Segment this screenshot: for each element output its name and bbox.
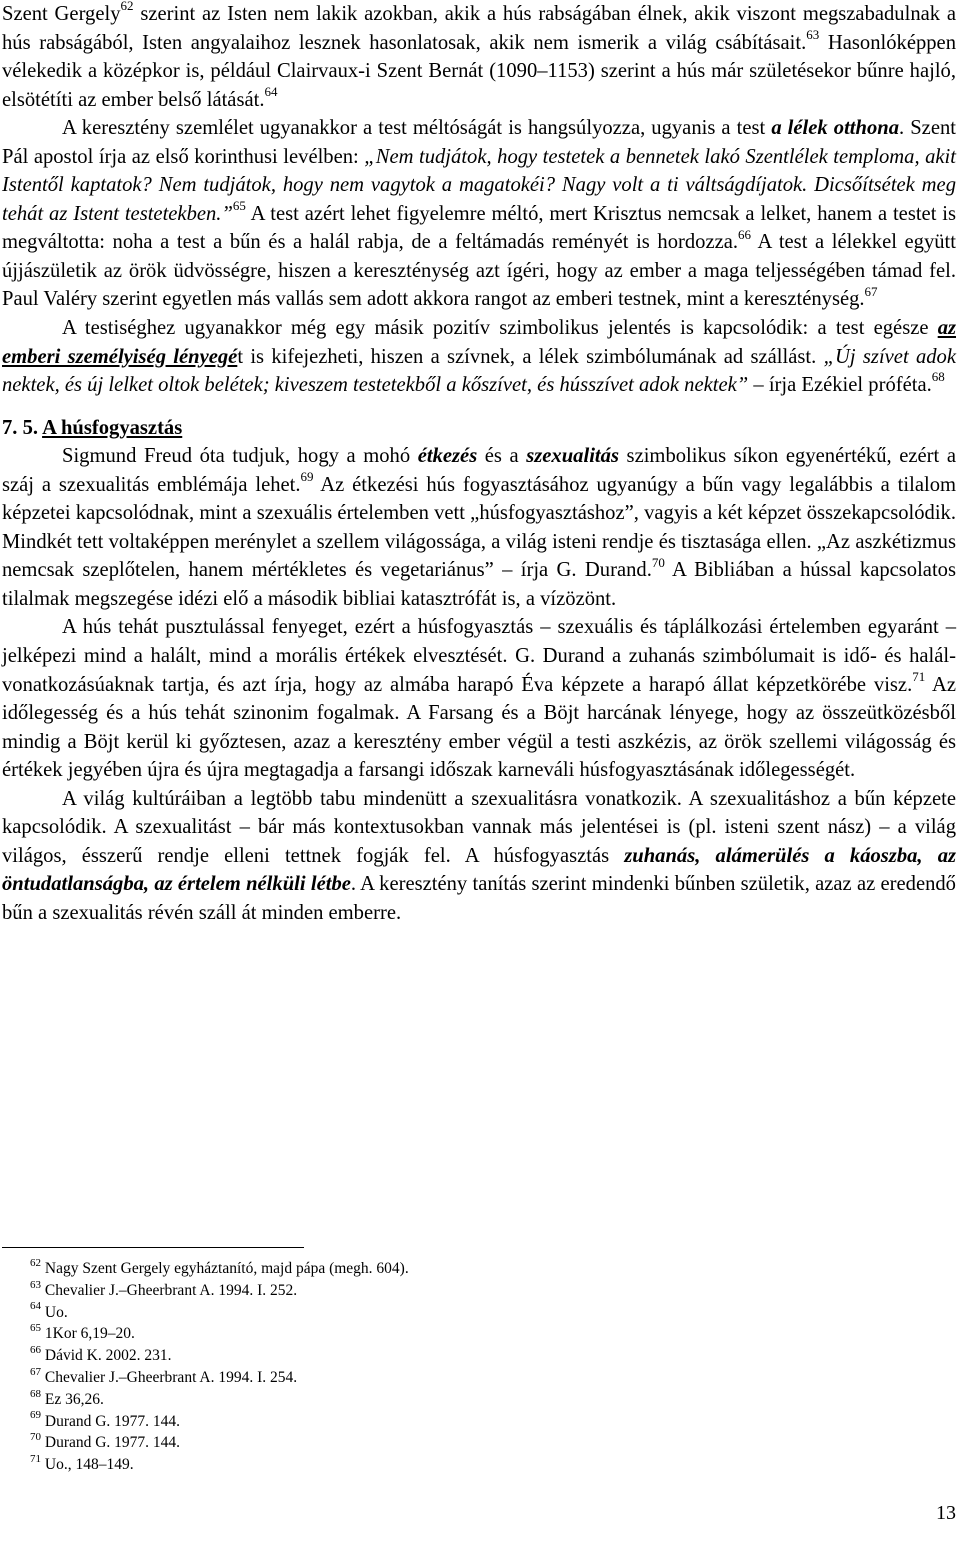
footnote: [30, 1302, 730, 1324]
page-number: 13: [936, 1502, 956, 1524]
text-run: Az időlegesség és a hús tehát szinonim fogalmak. A Farsang és a Böjt harcának lényege, hogy az összeütközésből mindig a Böjt kerül ki győztesen, azaz a keresztény ember végül a testi aszkézis, az örök szellemi világosság és értékek jegyében újra és újra megtagadja a farsangi időszak karneváli húsfogyasztásának időlegességét.: [2, 673, 957, 782]
section-heading: [2, 414, 956, 443]
text-run: szerint az Isten nem lakik azokban, akik a hús rabságában élnek, akik viszont megszabadulnak a hús rabságából, Isten angyalaihoz lesznek hasonlatosak, akik nem ismerik a világ csábításait.: [2, 3, 957, 54]
footnote-text: Uo.: [44, 1303, 68, 1321]
footnote-text: Nagy Szent Gergely egyháztanító, majd pápa (megh. 604).: [44, 1260, 409, 1277]
footnote-number: 62: [30, 1256, 41, 1269]
section-title: A húsfogyasztás: [42, 416, 183, 439]
footnote-number: 67: [30, 1365, 41, 1378]
footnote-number: 65: [30, 1322, 41, 1335]
paragraph: [2, 442, 956, 613]
footnote-text: Chevalier J.–Gheerbrant A. 1994. I. 254.: [44, 1368, 298, 1386]
footnote-reference: 63: [806, 26, 820, 42]
footnote-reference: 69: [300, 468, 314, 484]
footnote-text: Ez 36,26.: [44, 1390, 104, 1408]
body-text: [2, 0, 956, 928]
emphasis-text: étkezés: [417, 445, 478, 468]
footnote-number: 66: [30, 1344, 41, 1357]
paragraph: [2, 613, 956, 784]
text-run: és a: [477, 445, 527, 468]
footnote-text: Chevalier J.–Gheerbrant A. 1994. I. 252.: [44, 1281, 298, 1299]
text-run: szimbolikus síkon egyenértékű, ezért a száj a szexualitás emblémája lehet.: [2, 445, 956, 496]
footnotes: [30, 1258, 730, 1476]
text-run: A test a lélekkel együtt újjászületik az örök üdvösségre, hiszen a kereszténység azt ígéri, hogy az ember a maga teljességében támad fel. Paul Valéry szerint egyetlen más vallás sem adott akkora rangot az emberi testnek, mint a kereszténység.: [2, 231, 956, 311]
footnote: [30, 1432, 730, 1454]
footnote-reference: 71: [912, 668, 926, 684]
footnote-reference: 62: [120, 0, 134, 14]
footnote-reference: 64: [264, 83, 278, 99]
footnote-number: 64: [30, 1300, 41, 1313]
footnote-number: 68: [30, 1387, 41, 1400]
footnote-text: Durand G. 1977. 144.: [44, 1412, 181, 1430]
text-run: . A keresztény tanítás szerint mindenki bűnben születik, azaz az eredendő bűn a szexualitás révén száll át minden emberre.: [2, 873, 956, 924]
footnote: [30, 1389, 730, 1411]
text-run: A hús tehát pusztulással fenyeget, ezért a húsfogyasztás – szexuális és táplálkozási értelemben egyaránt – jelképezi mind a halált, mind a morális értékek elvesztését. G. Durand a zuhanás szimbólumait is idő- és halál-vonatkozásúaknak tartja, és azt írja, hogy az almába harapó Éva képzete a harapó állat képzetkörébe visz.: [2, 616, 956, 696]
footnote: [30, 1258, 730, 1280]
text-run: Az étkezési hús fogyasztásához ugyanúgy a bűn vagy legalábbis a tilalom képzetei kapcsolódnak, mint a szexuális értelemben vett „húsfogyasztáshoz”, vagyis a két képzet összekapcsolódik. Mindkét tett voltaképpen merénylet a szellem világossága, a világ isteni rendje és tisztasága ellen. „Az aszkétizmus nemcsak szeplőtelen, hanem mértékletes és vegetariánus” – írja G. Durand.: [2, 473, 957, 582]
footnote-text: Uo., 148–149.: [44, 1456, 134, 1474]
footnote-reference: 68: [931, 369, 945, 385]
footnote-number: 69: [30, 1409, 41, 1422]
paragraph: [2, 314, 956, 400]
footnote-text: 1Kor 6,19–20.: [44, 1325, 135, 1343]
footnote-reference: 70: [651, 554, 665, 570]
text-run: A test azért lehet figyelemre méltó, mert Krisztus nemcsak a lelket, hanem a testet is megváltotta: noha a test a bűn és a halál rabja, de a feltámadás reményét is hordozza.: [2, 202, 957, 254]
footnote: [30, 1367, 730, 1389]
emphasis-text: az emberi személyiség lényegé: [2, 317, 956, 368]
footnote: [30, 1345, 730, 1367]
footnote-text: Dávid K. 2002. 231.: [44, 1347, 172, 1365]
emphasis-text: „Új szívet adok nektek, és új lelket oltok belétek; kiveszem testetekből a kőszívet, és hússzívet adok nektek”: [2, 345, 956, 397]
text-run: t is kifejezheti, hiszen a szívnek, a lélek szimbólumának ad szállást.: [237, 345, 824, 368]
emphasis-text: a lélek otthona: [771, 117, 900, 140]
footnote-reference: 67: [864, 283, 878, 299]
emphasis-text: szexualitás: [526, 445, 619, 468]
emphasis-text: zuhanás, alámerülés a káoszba, az öntudatlanságba, az értelem nélküli létbe: [2, 844, 957, 896]
text-run: Szent Gergely: [2, 3, 121, 25]
text-run: A testiséghez ugyanakkor még egy másik pozitív szimbolikus jelentés is kapcsolódik: a test egésze: [62, 317, 938, 340]
footnote-reference: 66: [738, 226, 752, 242]
footnote-reference: 65: [232, 197, 246, 213]
text-run: A keresztény szemlélet ugyanakkor a test méltóságát is hangsúlyozza, ugyanis a test: [62, 117, 772, 140]
paragraph: [2, 785, 956, 928]
footnote-number: 71: [30, 1453, 41, 1466]
section-number: 7. 5.: [2, 416, 39, 439]
footnote-text: Durand G. 1977. 144.: [44, 1434, 181, 1452]
text-run: – írja Ezékiel próféta.: [748, 374, 932, 397]
footnote-number: 63: [30, 1278, 41, 1291]
footnote-number: 70: [30, 1431, 41, 1444]
text-run: Sigmund Freud óta tudjuk, hogy a mohó: [62, 445, 418, 468]
text-run: . Szent Pál apostol írja az első korinthusi levélben:: [2, 117, 956, 168]
footnote-separator: [2, 1247, 304, 1248]
paragraph: [2, 114, 956, 314]
text-run: A Bibliában a hússal kapcsolatos tilalmak megszegése idézi elő a második bibliai katasztrófát is, a vízözönt.: [2, 559, 956, 610]
text-run: A világ kultúráiban a legtöbb tabu mindenütt a szexualitásra vonatkozik. A szexualitáshoz a bűn képzete kapcsolódik. A szexualitást – bár más kontextusokban vannak más jelentései is (pl. isteni szent nász) – a világ világos, ésszerű rendje elleni tettnek fogják fel. A húsfogyasztás: [2, 787, 956, 867]
footnote: [30, 1411, 730, 1433]
footnote: [30, 1323, 730, 1345]
footnote: [30, 1454, 730, 1476]
footnote: [30, 1280, 730, 1302]
paragraph: [2, 0, 956, 114]
text-run: Hasonlóképpen vélekedik a középkor is, például Clairvaux-i Szent Bernát (1090–1153) szerint a hús már születésekor bűnre hajló, elsötétíti az ember belső látását.: [2, 31, 956, 111]
emphasis-text: „Nem tudjátok, hogy testetek a bennetek lakó Szentlélek temploma, akit Istentől kaptatok? Nem tudjátok, hogy nem vagytok a magatokéi? Nagy volt a ti váltságdíjatok. Dicsőítsétek meg tehát az Istent testetekben.”: [2, 145, 956, 225]
